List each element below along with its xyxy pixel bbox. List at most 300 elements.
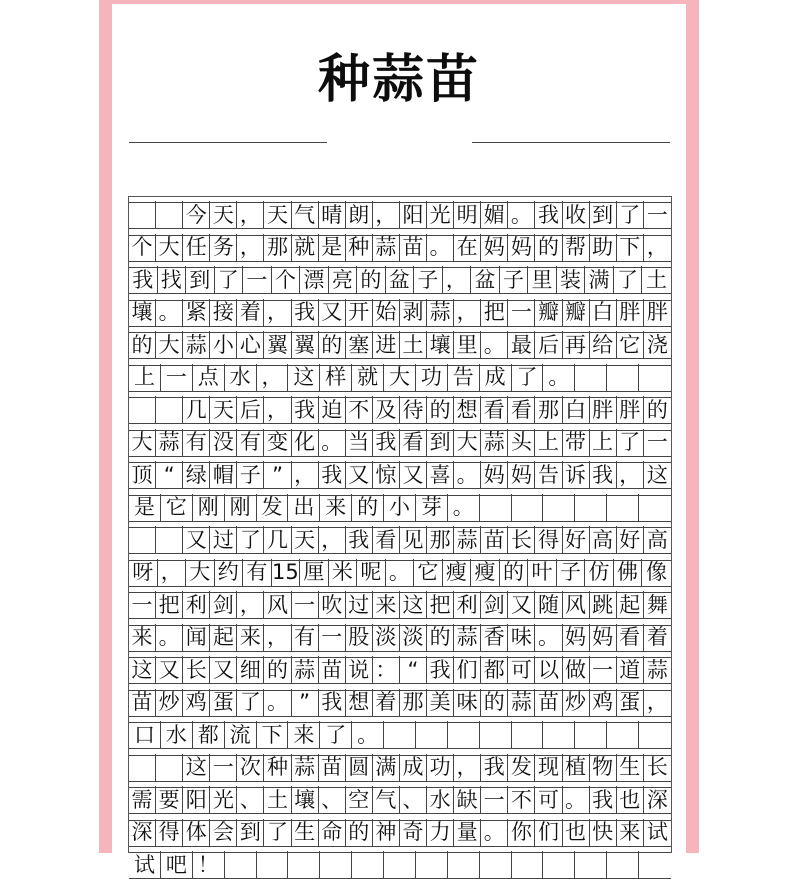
grid-cell: 晴	[319, 201, 346, 229]
grid-cell: 我	[481, 754, 508, 782]
grid-cell: 过	[210, 526, 237, 554]
grid-cell: 几	[183, 396, 210, 424]
grid-cell: ！	[193, 851, 225, 879]
grid-cell: 有	[237, 429, 264, 457]
grid-cell: 这	[183, 754, 210, 782]
grid-cell: 我	[535, 201, 562, 229]
grid-cell	[639, 364, 671, 392]
grid-cell: 生	[617, 754, 644, 782]
grid-cell: 吧	[161, 851, 193, 879]
grid-cell: 开	[346, 299, 373, 327]
grid-cell: 有	[243, 559, 272, 587]
grid-cell: 翼	[292, 331, 319, 359]
grid-cell: 。	[319, 429, 346, 457]
grid-cell: 头	[508, 429, 535, 457]
grid-cell: 。	[264, 689, 291, 717]
grid-cell: 着	[373, 689, 400, 717]
grid-cell: 壤	[129, 299, 156, 327]
grid-cell: 里	[454, 331, 481, 359]
grid-cell: ，	[373, 201, 400, 229]
grid-cell: 舞	[644, 591, 671, 619]
grid-cell: 们	[454, 656, 481, 684]
grid-cell: 呀	[129, 559, 158, 587]
grid-cell: 蒜	[454, 624, 481, 652]
grid-cell: ，	[158, 559, 187, 587]
grid-cell: 顶	[129, 461, 156, 489]
grid-cell: 找	[158, 266, 187, 294]
grid-cell: 芽	[416, 494, 448, 522]
grid-cell: 气	[373, 786, 400, 814]
text-row	[129, 299, 671, 327]
grid-cell: 大	[454, 429, 481, 457]
grid-cell: 大	[156, 331, 183, 359]
grid-cell: 刚	[225, 494, 257, 522]
grid-cell: 告	[535, 461, 562, 489]
grid-cell: 这	[129, 656, 156, 684]
grid-cell: 妈	[481, 234, 508, 262]
grid-cell: 深	[129, 819, 156, 847]
grid-cell: 明	[454, 201, 481, 229]
grid-cell: 呢	[357, 559, 386, 587]
grid-cell: 带	[563, 429, 590, 457]
grid-cell: 成	[400, 754, 427, 782]
text-row	[129, 624, 671, 652]
grid-cell: 得	[535, 526, 562, 554]
grid-cell: 妈	[590, 624, 617, 652]
grid-cell: 约	[215, 559, 244, 587]
grid-cell: 接	[210, 299, 237, 327]
grid-cell: 了	[237, 689, 264, 717]
grid-cell: ，	[292, 461, 319, 489]
grid-cell: 风	[264, 591, 291, 619]
grid-cell: 诉	[563, 461, 590, 489]
grid-cell: 不	[346, 396, 373, 424]
grid-cell: 的	[481, 689, 508, 717]
grid-cell: 它	[414, 559, 443, 587]
grid-cell: 过	[346, 591, 373, 619]
grid-cell	[129, 526, 156, 554]
grid-cell	[384, 851, 416, 879]
grid-cell: 今	[183, 201, 210, 229]
grid-cell: ，	[237, 234, 264, 262]
grid-cell: 帮	[563, 234, 590, 262]
grid-cell: 这	[400, 591, 427, 619]
grid-cell	[607, 494, 639, 522]
grid-cell: 漂	[300, 266, 329, 294]
grid-cell: ，	[264, 624, 291, 652]
grid-cell: 成	[480, 364, 512, 392]
grid-cell: 一	[210, 754, 237, 782]
grid-cell: 蒜	[183, 331, 210, 359]
grid-cell: 会	[210, 819, 237, 847]
grid-cell: 的	[535, 234, 562, 262]
grid-cell: 、	[237, 786, 264, 814]
grid-cell: 绿	[183, 461, 210, 489]
grid-cell: 。	[481, 819, 508, 847]
grid-cell: 长	[644, 754, 671, 782]
grid-cell: 那	[535, 396, 562, 424]
grid-cell: 当	[346, 429, 373, 457]
grid-cell: 一	[319, 624, 346, 652]
grid-cell: 我	[129, 266, 158, 294]
grid-cell	[512, 851, 544, 879]
grid-cell: ，	[319, 526, 346, 554]
grid-cell	[156, 526, 183, 554]
grid-cell: 一	[508, 299, 535, 327]
grid-cell: 刚	[193, 494, 225, 522]
grid-cell: 到	[237, 819, 264, 847]
grid-cell: 。	[508, 201, 535, 229]
grid-cell: 来	[320, 494, 352, 522]
grid-cell: 助	[590, 234, 617, 262]
grid-cell: 剑	[210, 591, 237, 619]
grid-cell: 起	[210, 624, 237, 652]
grid-cell: 妈	[563, 624, 590, 652]
grid-cell: 的	[427, 396, 454, 424]
grid-cell: 紧	[183, 299, 210, 327]
grid-cell: 朗	[346, 201, 373, 229]
grid-cell: 利	[454, 591, 481, 619]
text-row	[129, 494, 671, 522]
grid-cell: 细	[237, 656, 264, 684]
grid-cell: 点	[193, 364, 225, 392]
grid-cell: 。	[543, 364, 575, 392]
grid-cell: 天	[292, 526, 319, 554]
grid-cell: 淡	[373, 624, 400, 652]
grid-cell: 佛	[614, 559, 643, 587]
grid-cell: 大	[384, 364, 416, 392]
grid-cell: 。	[535, 624, 562, 652]
grid-cell: 想	[454, 396, 481, 424]
grid-cell: 次	[237, 754, 264, 782]
grid-cell: 有	[292, 624, 319, 652]
grid-cell: 起	[617, 591, 644, 619]
grid-cell	[607, 721, 639, 749]
text-row	[129, 526, 671, 554]
grid-cell: 白	[590, 299, 617, 327]
grid-cell	[575, 364, 607, 392]
grid-cell: 叶	[528, 559, 557, 587]
grid-cell: 功	[416, 364, 448, 392]
grid-cell: 了	[617, 429, 644, 457]
grid-cell: 变	[264, 429, 291, 457]
grid-cell: 蒜	[373, 234, 400, 262]
grid-cell: 种	[346, 234, 373, 262]
grid-cell: 帽	[210, 461, 237, 489]
grid-cell: 来	[288, 721, 320, 749]
grid-cell: 快	[590, 819, 617, 847]
grid-cell: 又	[400, 461, 427, 489]
grid-cell: 剥	[400, 299, 427, 327]
grid-cell	[480, 494, 512, 522]
grid-cell: 那	[400, 689, 427, 717]
grid-cell: 苗	[535, 689, 562, 717]
grid-cell: 缺	[454, 786, 481, 814]
grid-cell: ，	[264, 396, 291, 424]
grid-cell: 植	[563, 754, 590, 782]
grid-cell: 瓣	[535, 299, 562, 327]
grid-cell: 生	[292, 819, 319, 847]
grid-cell	[320, 851, 352, 879]
grid-cell: 的	[129, 331, 156, 359]
grid-cell: 、	[319, 786, 346, 814]
grid-cell: 没	[210, 429, 237, 457]
grid-cell: 、	[400, 786, 427, 814]
text-row	[129, 656, 671, 684]
grid-cell: ，	[237, 591, 264, 619]
grid-cell: 好	[563, 526, 590, 554]
grid-cell: 的	[500, 559, 529, 587]
grid-cell: 发	[257, 494, 289, 522]
grid-cell: 下	[257, 721, 289, 749]
grid-cell	[575, 851, 607, 879]
text-row	[129, 754, 671, 782]
essay-title: 种蒜苗	[317, 49, 480, 110]
grid-cell: 又	[210, 656, 237, 684]
grid-cell: 水	[225, 364, 257, 392]
grid-cell: 把	[481, 299, 508, 327]
grid-cell: 在	[454, 234, 481, 262]
grid-cell: 迫	[319, 396, 346, 424]
grid-cell: 了	[264, 819, 291, 847]
grid-cell: 流	[225, 721, 257, 749]
grid-cell: 神	[373, 819, 400, 847]
grid-cell: 上	[535, 429, 562, 457]
grid-cell: 壤	[427, 331, 454, 359]
grid-cell: 一	[481, 786, 508, 814]
grid-cell: 吹	[319, 591, 346, 619]
grid-cell: 苗	[481, 526, 508, 554]
grid-cell: 要	[156, 786, 183, 814]
grid-cell: 白	[563, 396, 590, 424]
grid-cell: 塞	[346, 331, 373, 359]
grid-cell: 味	[508, 624, 535, 652]
grid-cell: 进	[373, 331, 400, 359]
grid-cell: 这	[644, 461, 671, 489]
grid-cell: 看	[373, 526, 400, 554]
grid-cell: 口	[129, 721, 161, 749]
grid-cell: 得	[156, 819, 183, 847]
grid-cell: 大	[129, 429, 156, 457]
grid-cell: 道	[617, 656, 644, 684]
grid-cell: ，	[443, 266, 472, 294]
grid-cell: 现	[535, 754, 562, 782]
text-row	[129, 851, 671, 879]
grid-cell: 需	[129, 786, 156, 814]
right-pink-border	[686, 0, 699, 853]
grid-cell	[156, 396, 183, 424]
grid-cell: 是	[319, 234, 346, 262]
grid-cell: 好	[617, 526, 644, 554]
grid-cell: 看	[400, 429, 427, 457]
grid-cell: 浇	[644, 331, 671, 359]
grid-cell	[575, 494, 607, 522]
grid-cell	[639, 494, 671, 522]
grid-cell: 我	[590, 461, 617, 489]
grid-cell: 跳	[590, 591, 617, 619]
grid-cell: 。	[448, 494, 480, 522]
grid-cell: 功	[427, 754, 454, 782]
grid-cell: 。	[386, 559, 415, 587]
grid-cell: ，	[454, 299, 481, 327]
grid-cell: 蛋	[210, 689, 237, 717]
grid-cell: 可	[508, 656, 535, 684]
grid-cell	[225, 851, 257, 879]
grid-cell: 土	[642, 266, 671, 294]
grid-cell: 就	[352, 364, 384, 392]
grid-cell: 水	[161, 721, 193, 749]
grid-cell	[416, 851, 448, 879]
grid-cell	[384, 721, 416, 749]
grid-cell: 利	[183, 591, 210, 619]
grid-cell: 再	[563, 331, 590, 359]
grid-cell: ，	[454, 754, 481, 782]
grid-cell	[288, 851, 320, 879]
grid-cell: 胖	[590, 396, 617, 424]
grid-cell	[448, 721, 480, 749]
grid-cell: ，	[257, 364, 289, 392]
grid-cell: 苗	[319, 656, 346, 684]
title-rule-left	[129, 142, 327, 143]
grid-cell: 奇	[400, 819, 427, 847]
grid-cell	[639, 721, 671, 749]
text-row	[129, 786, 671, 814]
grid-cell: 看	[617, 624, 644, 652]
text-row	[129, 429, 671, 457]
grid-cell: 又	[156, 656, 183, 684]
grid-cell: 也	[617, 786, 644, 814]
grid-cell	[512, 494, 544, 522]
grid-cell: 始	[373, 299, 400, 327]
grid-cell: 看	[481, 396, 508, 424]
grid-cell: 了	[614, 266, 643, 294]
grid-cell: 出	[288, 494, 320, 522]
grid-cell: 媚	[481, 201, 508, 229]
grid-cell: 命	[319, 819, 346, 847]
grid-cell	[448, 851, 480, 879]
grid-cell: 瓣	[563, 299, 590, 327]
grid-cell: 心	[237, 331, 264, 359]
grid-cell: 做	[563, 656, 590, 684]
grid-cell: 高	[590, 526, 617, 554]
grid-cell	[480, 851, 512, 879]
grid-cell: 想	[346, 689, 373, 717]
grid-cell: 空	[346, 786, 373, 814]
grid-cell	[543, 494, 575, 522]
grid-cell: 天	[210, 201, 237, 229]
grid-cell: ，	[644, 689, 671, 717]
grid-cell: 一	[292, 591, 319, 619]
grid-cell: 把	[427, 591, 454, 619]
grid-cell: 炒	[563, 689, 590, 717]
grid-cell	[607, 851, 639, 879]
grid-cell: 见	[400, 526, 427, 554]
grid-cell: 蒜	[427, 299, 454, 327]
grid-cell	[129, 396, 156, 424]
grid-cell: 壤	[292, 786, 319, 814]
grid-cell: 妈	[481, 461, 508, 489]
grid-cell: 味	[454, 689, 481, 717]
grid-cell: 苗	[400, 234, 427, 262]
grid-cell: 惊	[373, 461, 400, 489]
grid-cell: 蒜	[508, 689, 535, 717]
grid-cell: 力	[427, 819, 454, 847]
grid-cell: 胖	[617, 396, 644, 424]
grid-cell: 土	[264, 786, 291, 814]
grid-cell: 后	[237, 396, 264, 424]
grid-cell: 试	[129, 851, 161, 879]
grid-cell	[512, 721, 544, 749]
grid-cell: 个	[272, 266, 301, 294]
grid-cell: 鸡	[183, 689, 210, 717]
grid-cell: 亮	[329, 266, 358, 294]
grid-cell	[480, 721, 512, 749]
grid-cell: 一	[129, 591, 156, 619]
grid-cell	[416, 721, 448, 749]
grid-cell: 子	[414, 266, 443, 294]
grid-cell: ”	[264, 461, 291, 489]
grid-cell: 土	[400, 331, 427, 359]
grid-cell: 蒜	[481, 429, 508, 457]
grid-cell: ，	[264, 299, 291, 327]
grid-cell: 来	[617, 819, 644, 847]
grid-cell: 样	[320, 364, 352, 392]
grid-cell: 蒜	[454, 526, 481, 554]
grid-cell	[639, 851, 671, 879]
grid-cell: 高	[644, 526, 671, 554]
grid-cell: 又	[508, 591, 535, 619]
grid-cell: 厘	[300, 559, 329, 587]
grid-cell: 可	[535, 786, 562, 814]
text-row	[129, 689, 671, 717]
grid-cell: 的	[319, 331, 346, 359]
grid-cell: 妈	[508, 234, 535, 262]
grid-cell: 装	[557, 266, 586, 294]
grid-cell: 子	[237, 461, 264, 489]
grid-cell: 一	[644, 201, 671, 229]
grid-cell: 了	[237, 526, 264, 554]
grid-cell: 你	[508, 819, 535, 847]
grid-cell: 我	[292, 396, 319, 424]
grid-cell: 有	[183, 429, 210, 457]
grid-cell: 的	[357, 266, 386, 294]
grid-cell	[575, 721, 607, 749]
grid-cell: 来	[373, 591, 400, 619]
grid-cell: 深	[644, 786, 671, 814]
grid-cell: ”	[292, 689, 319, 717]
grid-cell: 上	[129, 364, 161, 392]
grid-cell	[156, 754, 183, 782]
grid-cell: 说	[346, 656, 373, 684]
grid-cell: 了	[320, 721, 352, 749]
grid-cell: 们	[535, 819, 562, 847]
grid-cell: 告	[448, 364, 480, 392]
grid-cell: 来	[237, 624, 264, 652]
grid-cell: 。	[156, 299, 183, 327]
grid-cell: 。	[563, 786, 590, 814]
grid-cell: 蒜	[156, 429, 183, 457]
grid-cell: 我	[427, 656, 454, 684]
grid-cell: 后	[535, 331, 562, 359]
grid-cell: 又	[346, 461, 373, 489]
grid-cell: 圆	[346, 754, 373, 782]
grid-cell: 炒	[156, 689, 183, 717]
grid-cell: 剑	[481, 591, 508, 619]
grid-cell: 的	[427, 624, 454, 652]
grid-cell: 任	[183, 234, 210, 262]
grid-cell: 种	[264, 754, 291, 782]
grid-cell: 的	[264, 656, 291, 684]
